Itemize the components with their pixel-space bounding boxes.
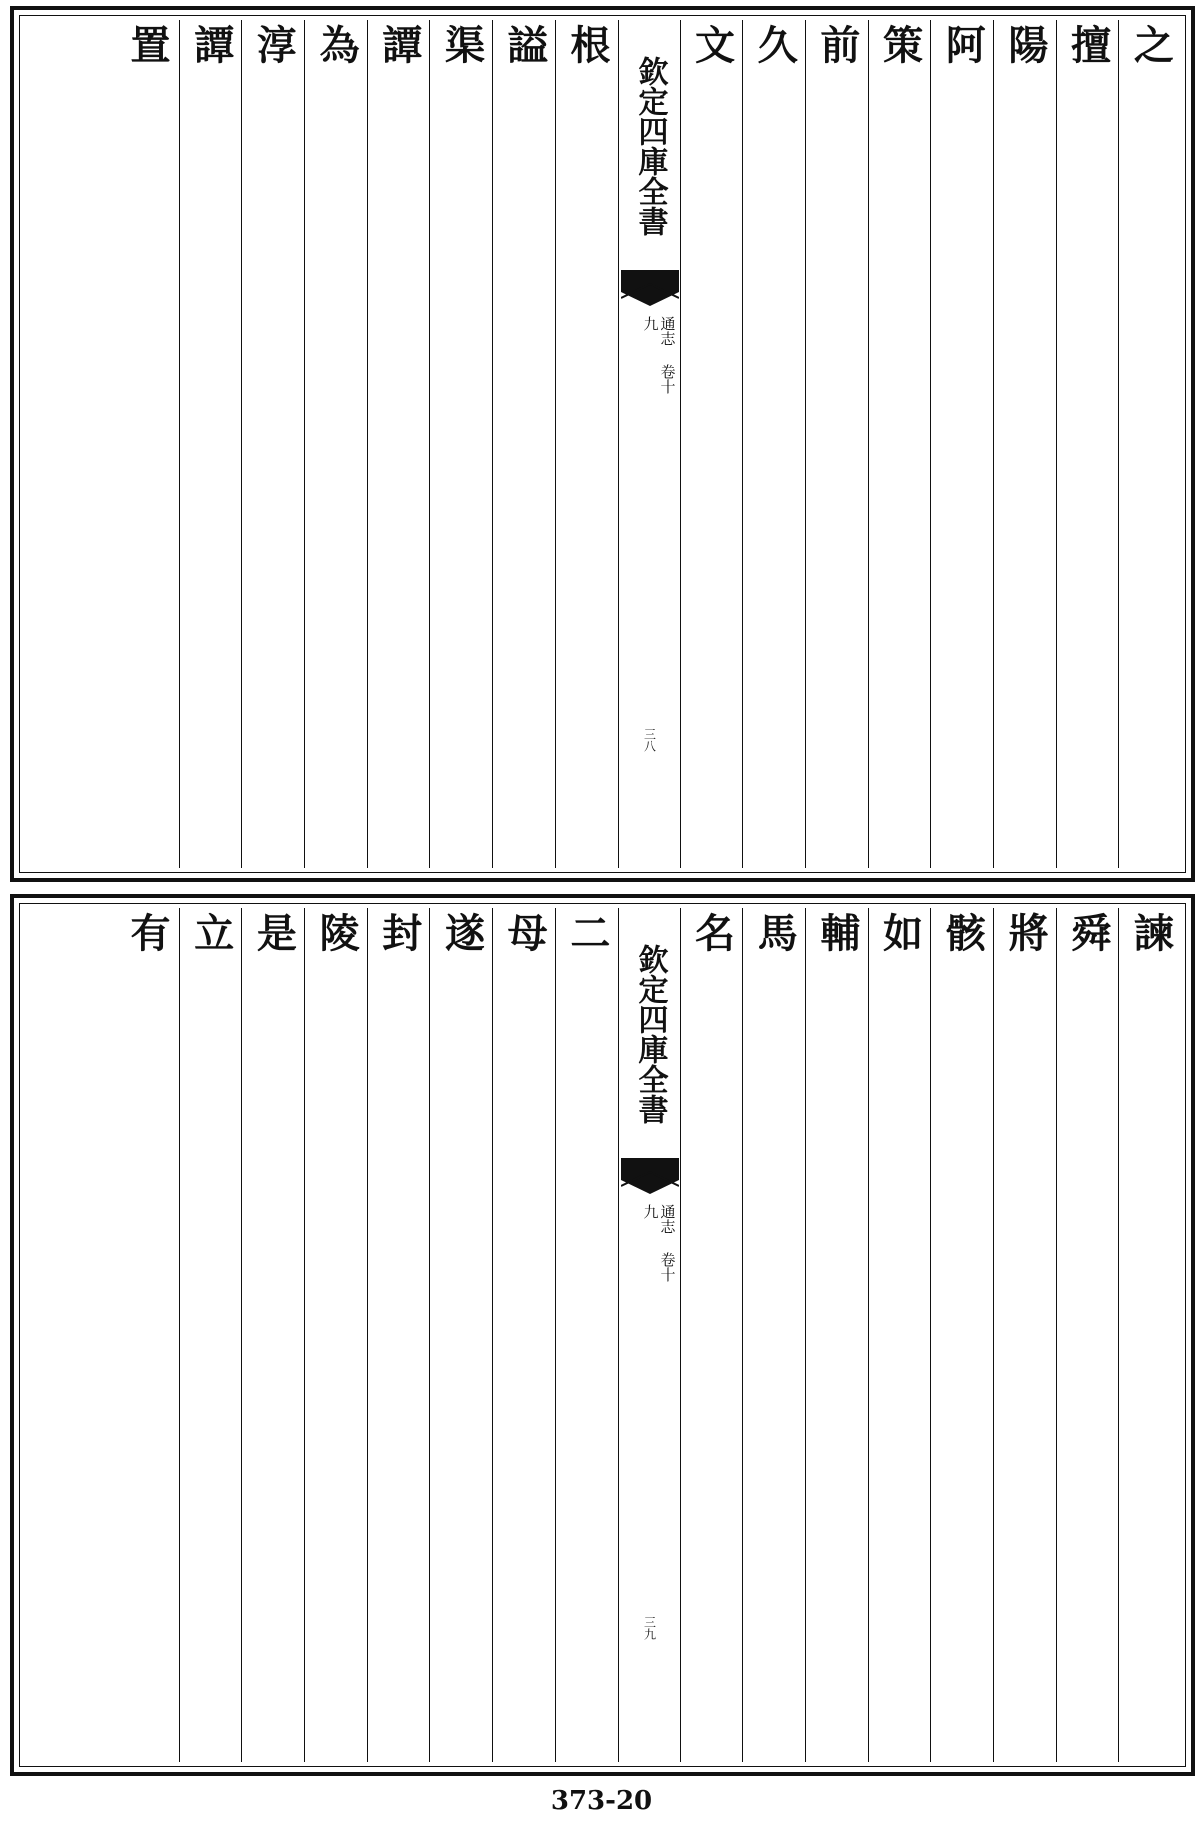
column-text: 擅	[1064, 24, 1111, 65]
upper-page-columns	[24, 20, 1181, 868]
book-title: 欽定四庫全書	[632, 944, 668, 1124]
column-text: 封	[375, 912, 422, 953]
text-column	[492, 20, 555, 868]
column-text: 二	[563, 912, 610, 953]
book-title: 欽定四庫全書	[632, 56, 668, 236]
text-column	[304, 908, 367, 1762]
text-column	[1056, 20, 1119, 868]
column-text: 舜	[1064, 912, 1111, 953]
column-text: 馬	[751, 912, 798, 953]
text-column	[116, 20, 179, 868]
text-column	[179, 20, 242, 868]
column-text: 文	[688, 24, 735, 65]
fishtail-mark-icon	[621, 1158, 679, 1194]
volume-label: 通志 卷十九	[641, 1204, 677, 1282]
column-text: 有	[124, 912, 170, 953]
column-text: 陵	[313, 912, 360, 953]
text-column	[930, 908, 993, 1762]
column-text: 久	[751, 24, 798, 65]
text-column	[930, 20, 993, 868]
column-text: 策	[876, 24, 923, 65]
text-column	[742, 20, 805, 868]
text-column	[868, 20, 931, 868]
leaf-number: 三八	[642, 728, 657, 752]
column-text: 立	[187, 912, 234, 953]
text-column	[429, 20, 492, 868]
text-column	[680, 20, 743, 868]
column-text: 譚	[187, 24, 234, 65]
text-column	[1118, 908, 1181, 1762]
column-text: 陽	[1001, 24, 1048, 65]
column-text: 謚	[501, 24, 548, 65]
column-text: 置	[124, 24, 170, 65]
text-column	[367, 908, 430, 1762]
text-column	[1056, 908, 1119, 1762]
text-column	[304, 20, 367, 868]
text-column	[805, 20, 868, 868]
column-text: 為	[313, 24, 360, 65]
column-text: 之	[1127, 24, 1174, 65]
text-column	[742, 908, 805, 1762]
text-column	[555, 908, 618, 1762]
text-column	[429, 908, 492, 1762]
text-column	[555, 20, 618, 868]
text-column	[179, 908, 242, 1762]
lower-page-columns	[24, 908, 1181, 1762]
center-fold-column	[618, 908, 680, 1762]
upper-page-frame	[10, 6, 1195, 882]
text-column	[868, 908, 931, 1762]
column-text: 如	[876, 912, 923, 953]
column-text: 將	[1001, 912, 1048, 953]
center-fold-column	[618, 20, 680, 868]
column-text: 譚	[375, 24, 422, 65]
text-column	[805, 908, 868, 1762]
column-text: 諫	[1127, 912, 1174, 953]
text-column	[241, 20, 304, 868]
column-text: 渠	[438, 24, 485, 65]
column-text: 輔	[813, 912, 860, 953]
text-column	[993, 20, 1056, 868]
column-text: 母	[501, 912, 548, 953]
text-column	[116, 908, 179, 1762]
column-text: 根	[563, 24, 610, 65]
text-column	[993, 908, 1056, 1762]
text-column	[367, 20, 430, 868]
column-text: 遂	[438, 912, 485, 953]
column-text: 是	[250, 912, 297, 953]
text-column	[241, 908, 304, 1762]
column-text: 名	[688, 912, 735, 953]
page-footer-number: 373-20	[550, 1786, 653, 1816]
column-text: 淳	[250, 24, 297, 65]
column-text: 阿	[939, 24, 986, 65]
column-text: 前	[813, 24, 860, 65]
lower-page-frame	[10, 894, 1195, 1776]
leaf-number: 三九	[642, 1616, 657, 1640]
text-column	[680, 908, 743, 1762]
text-column	[1118, 20, 1181, 868]
text-column	[492, 908, 555, 1762]
volume-label: 通志 卷十九	[641, 316, 677, 394]
fishtail-mark-icon	[621, 270, 679, 306]
column-text: 骸	[939, 912, 986, 953]
